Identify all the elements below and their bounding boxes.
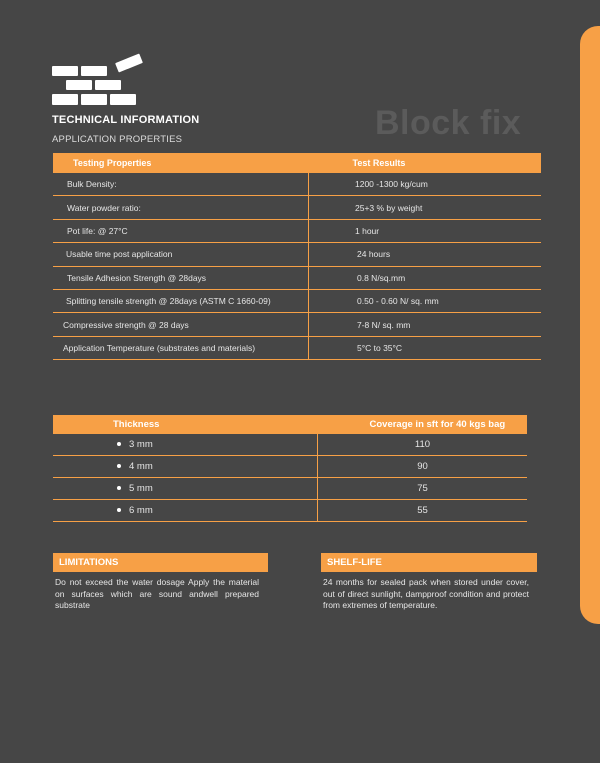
thickness-value: 6 mm [129,505,153,516]
column-header: Coverage in sft for 40 kgs bag [318,415,528,434]
table-row [53,456,527,478]
coverage-cell: 75 [318,478,528,500]
column-header: Test Results [309,153,542,173]
shelf-life-heading: SHELF-LIFE [321,553,537,572]
limitations-text: Do not exceed the water dosage Apply the material on surfaces which are sound andwell prepared substrate [55,577,259,610]
result-cell: 7-8 N/ sq. mm [309,313,542,336]
result-cell: 24 hours [309,243,542,266]
table-header-row [53,153,541,173]
result-cell: 0.8 N/sq.mm [309,266,542,289]
side-accent-tab [580,26,600,624]
column-header: Testing Properties [53,153,309,173]
section-title: TECHNICAL INFORMATION [52,114,200,126]
thickness-cell [53,500,318,522]
result-cell: 0.50 - 0.60 N/ sq. mm [309,289,542,312]
property-cell: Splitting tensile strength @ 28days (ASTM C 1660-09) [53,289,309,312]
table-row [53,266,541,289]
result-cell: 1 hour [309,219,542,242]
coverage-cell: 110 [318,434,528,456]
thickness-value: 3 mm [129,439,153,450]
bricks-logo-icon [52,52,144,110]
properties-table [53,153,541,360]
thickness-cell [53,456,318,478]
table-row [53,219,541,242]
shelf-life-text: 24 months for sealed pack when stored under cover, out of direct sunlight, dampproof condition and protect from extremes of temperature. [323,577,529,610]
table-row [53,289,541,312]
bullet-icon [117,486,121,490]
table-header-row [53,415,527,434]
property-cell: Compressive strength @ 28 days [53,313,309,336]
property-cell: Application Temperature (substrates and materials) [53,336,309,359]
coverage-table [53,415,527,522]
coverage-cell: 90 [318,456,528,478]
bullet-icon [117,508,121,512]
bullet-icon [117,442,121,446]
table-row [53,243,541,266]
result-cell: 1200 -1300 kg/cum [309,173,542,196]
property-cell: Bulk Density: [53,173,309,196]
property-cell: Usable time post application [53,243,309,266]
table-row [53,196,541,219]
table-row [53,336,541,359]
thickness-value: 5 mm [129,483,153,494]
limitations-heading: LIMITATIONS [53,553,268,572]
thickness-value: 4 mm [129,461,153,472]
thickness-cell [53,434,318,456]
product-watermark: Block fix [375,104,522,142]
property-cell: Pot life: @ 27°C [53,219,309,242]
coverage-cell: 55 [318,500,528,522]
bullet-icon [117,464,121,468]
property-cell: Water powder ratio: [53,196,309,219]
section-subtitle: APPLICATION PROPERTIES [52,134,183,145]
property-cell: Tensile Adhesion Strength @ 28days [53,266,309,289]
table-row [53,478,527,500]
result-cell: 25+3 % by weight [309,196,542,219]
column-header: Thickness [53,415,318,434]
table-row [53,173,541,196]
table-row [53,434,527,456]
result-cell: 5°C to 35°C [309,336,542,359]
table-row [53,500,527,522]
table-row [53,313,541,336]
thickness-cell [53,478,318,500]
